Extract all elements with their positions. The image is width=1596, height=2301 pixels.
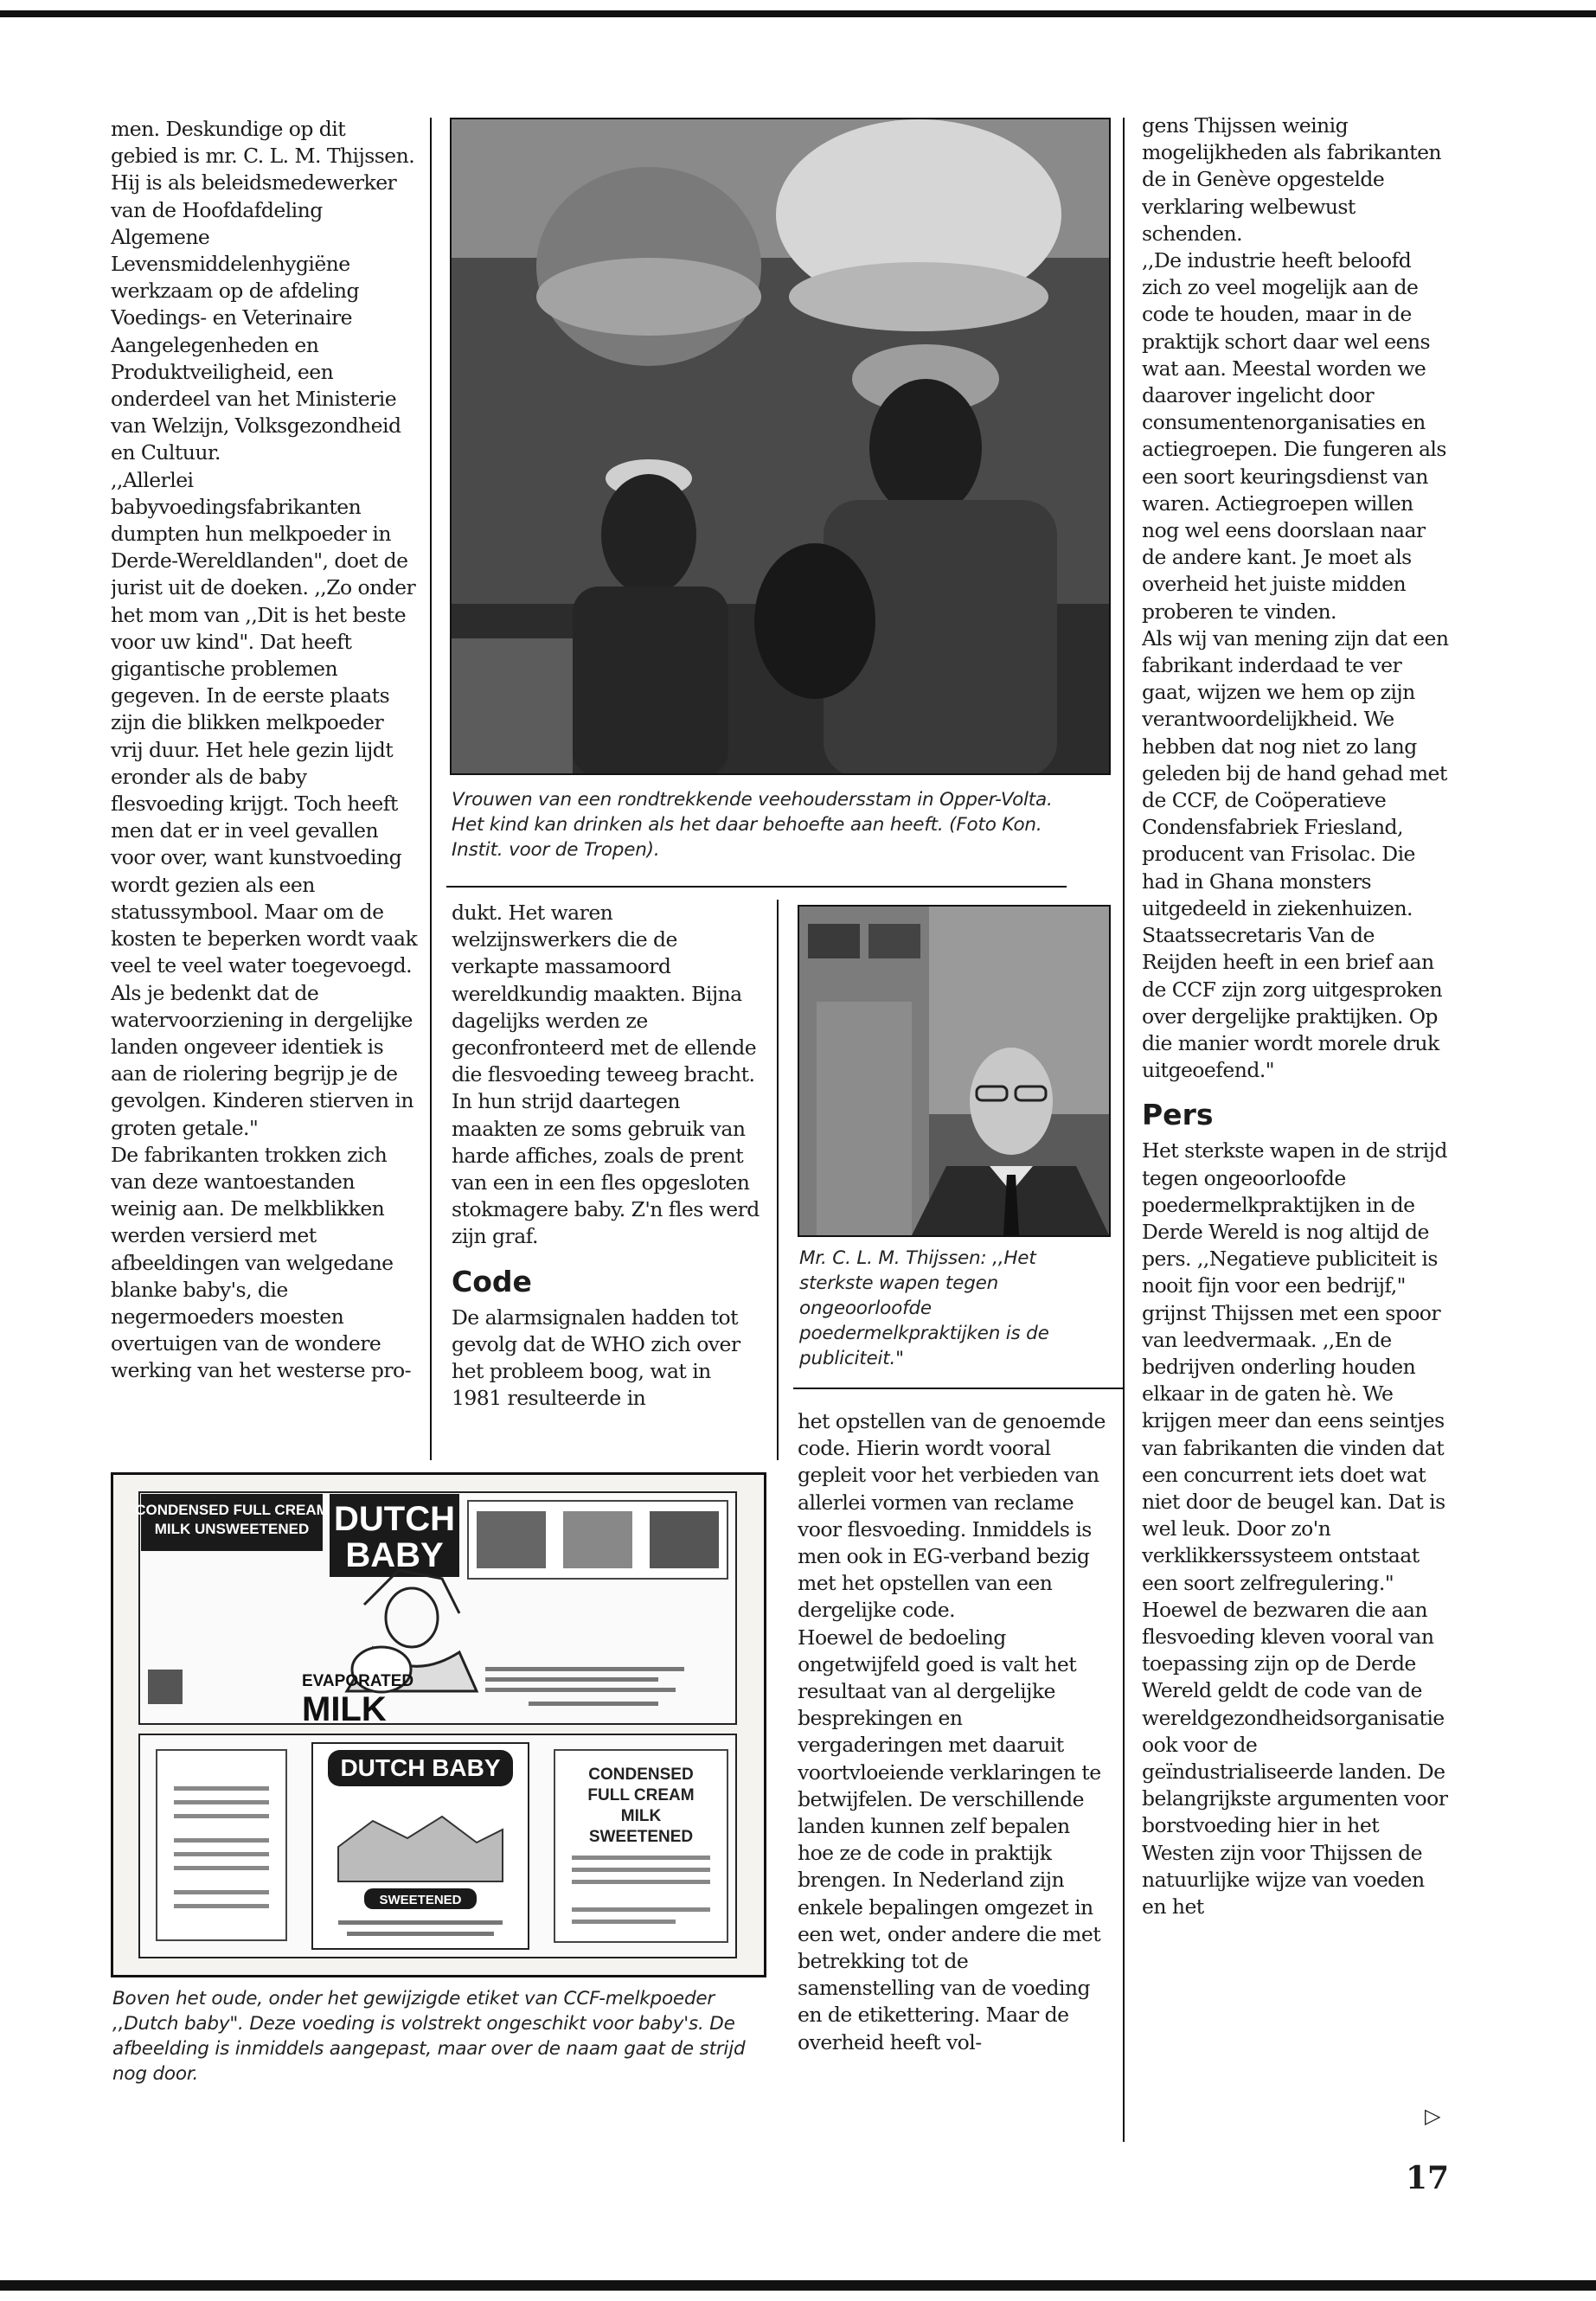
column-4	[1142, 112, 1453, 2128]
paragraph: Hoewel de bedoeling ongetwijfeld goed is valt het resultaat van al dergelijke besprekingen en vergaderingen met daaruit voortvloeiende verklaringen te betwijfelen. De verschillende landen kunnen zelf bepalen hoe ze de code in praktijk brengen. In Nederland zijn enkele bepalingen omgezet in een wet, onder andere die met betrekking tot de samenstelling van de voeding en de etikettering. Maar de overheid heeft vol-	[798, 1625, 1101, 2054]
new-label-full-cream: FULL CREAM	[587, 1786, 695, 1804]
new-label-condensed: CONDENSED	[588, 1766, 694, 1784]
column-2	[452, 900, 765, 1458]
top-rule	[0, 10, 1596, 17]
paragraph: ,,De industrie heeft beloofd zich zo veel mogelijk aan de code te houden, maar in de praktijk schort daar wel eens wat aan. Meestal worden we daarover ingelicht door consumentenorganisaties en actiegroepen. Die fungeren als een soort keuringsdienst van waren. Actiegroepen willen nog wel eens doorslaan naar de andere kant. Je moet als overheid het juiste midden proberen te vinden.	[1142, 248, 1446, 624]
new-label	[139, 1734, 736, 1958]
paragraph: Het sterkste wapen in de strijd tegen ongeoorloofde poedermelkpraktijken in de Derde Wereld is nog altijd de pers. ,,Negatieve publiciteit is nooit fijn voor een bedrijf," grijnst Thijssen met een spoor van leedvermaak. ,,En de bedrijven onderling houden elkaar in de gaten hè. We krijgen meer dan eens seintjes van fabrikanten die vinden dat een concurrent iets doet wat niet door de beugel kan. Dat is wel leuk. Door zo'n verklikkerssysteem ontstaat een soort zelfregulering."	[1142, 1138, 1447, 1595]
paragraph: De alarmsignalen hadden tot gevolg dat de WHO zich over het probleem boog, wat in 1981 resulteerde in	[452, 1304, 740, 1411]
column-3	[798, 1408, 1111, 2140]
new-label-sweetened-right: SWEETENED	[588, 1828, 694, 1846]
caption-divider	[446, 886, 1067, 888]
new-label-brand: DUTCH BABY	[340, 1754, 501, 1781]
paragraph: Als wij van mening zijn dat een fabrikant inderdaad te ver gaat, wijzen we hem op zijn verantwoordelijkheid. We hebben dat nog niet zo lang geleden bij de hand gehad met de CCF, de Coöperatieve Condensfabriek Friesland, producent van Frisolac. Die had in Ghana monsters uitgedeeld in ziekenhuizen. Staatssecretaris Van de Reijden heeft in een brief aan de CCF zijn zorg uitgesproken over dergelijke praktijken. Op die manier wordt morele druk uitgeoefend."	[1142, 625, 1449, 1083]
page-number: 17	[1406, 2160, 1450, 2196]
column-divider	[1123, 118, 1125, 2142]
old-label-badge-line2: MILK UNSWEETENED	[154, 1521, 310, 1537]
photo-thijssen-portrait	[798, 905, 1111, 1237]
old-label-milk: MILK	[302, 1690, 387, 1728]
paragraph: men. Deskundige op dit gebied is mr. C. L. M. Thijssen. Hij is als beleidsmedewerker van de Hoofdafdeling Algemene Levensmiddelenhygiëne werkzaam op de afdeling Voedings- en Veterinaire Aangelegenheden en Produktveiligheid, een onderdeel van het Ministerie van Welzijn, Volksgezondheid en Cultuur.	[111, 117, 415, 465]
dutch-baby-label-comparison	[111, 1472, 766, 1977]
new-label-milk: MILK	[620, 1807, 662, 1825]
caption-divider	[793, 1388, 1124, 1389]
section-heading-code: Code	[452, 1264, 532, 1298]
section-heading-pers: Pers	[1142, 1098, 1214, 1132]
bottom-rule	[0, 2280, 1596, 2291]
photo-women-opper-volta	[450, 118, 1111, 775]
column-divider	[430, 118, 432, 1460]
paragraph: ,,Allerlei babyvoedingsfabrikanten dumpten hun melkpoeder in Derde-Wereldlanden", doet de jurist uit de doeken. ,,Zo onder het mom van ,,Dit is het beste voor uw kind". Dat heeft gigantische problemen gegeven. In de eerste plaats zijn die blikken melkpoeder vrij duur. Het hele gezin lijdt eronder als de baby flesvoeding krijgt. Toch heeft men dat er in veel gevallen voor over, want kunstvoeding wordt gezien als een statussymbool. Maar om de kosten te beperken wordt vaak veel te veel water toegevoegd. Als je bedenkt dat de watervoorziening in dergelijke landen ongeveer identiek is aan de riolering begrijp je de gevolgen. Kinderen stierven in groten getale."	[111, 467, 418, 1140]
old-label	[135, 1492, 736, 1728]
new-label-sweetened: SWEETENED	[379, 1893, 462, 1907]
old-label-badge-line1: CONDENSED FULL CREAM	[135, 1502, 329, 1518]
old-label-brand-line1: DUTCH	[334, 1500, 455, 1538]
continue-arrow-icon: ▷	[1425, 2104, 1441, 2128]
old-label-brand-line2: BABY	[345, 1536, 444, 1574]
paragraph: gens Thijssen weinig mogelijkheden als fabrikanten de in Genève opgestelde verklaring welbewust schenden.	[1142, 113, 1442, 246]
column-divider	[777, 900, 779, 1460]
column-1	[111, 116, 418, 1457]
paragraph: het opstellen van de genoemde code. Hierin wordt vooral gepleit voor het verbieden van allerlei vormen van reclame voor flesvoeding. Inmiddels is men ook in EG-verband bezig met het opstellen van een dergelijke code.	[798, 1409, 1106, 1623]
old-label-evaporated: EVAPORATED	[302, 1672, 414, 1690]
paragraph: De fabrikanten trokken zich van deze wantoestanden weinig aan. De melkblikken werden versierd met afbeeldingen van welgedane blanke baby's, die negermoeders moesten overtuigen van de wondere werking van het westerse pro-	[111, 1142, 412, 1383]
label-caption: Boven het oude, onder het gewijzigde etiket van CCF-melkpoeder ,,Dutch baby". Deze voeding is volstrekt ongeschikt voor baby's. De afbeelding is inmiddels aangepast, maar over de naam gaat de strijd nog door.	[112, 1988, 746, 2085]
paragraph: Hoewel de bezwaren die aan flesvoeding kleven vooral van toepassing zijn op de Derde Wereld geldt de code van de wereldgezondheidsorganisatie ook voor de geïndustrialiseerde landen. De belangrijkste argumenten voor borstvoeding hier in het Westen zijn voor Thijssen de natuurlijke wijze van voeden en het	[1142, 1597, 1448, 1919]
photo-caption: Vrouwen van een rondtrekkende veehoudersstam in Opper-Volta. Het kind kan drinken als het daar behoefte aan heeft. (Foto Kon. Instit. voor de Tropen).	[452, 789, 1053, 861]
paragraph: dukt. Het waren welzijnswerkers die de verkapte massamoord wereldkundig maakten. Bijna dagelijks werden ze geconfronteerd met de ellende die flesvoeding teweeg bracht. In hun strijd daartegen maakten ze soms gebruik van harde affiches, zoals de prent van een in een fles opgesloten stokmagere baby. Z'n fles werd zijn graf.	[452, 901, 760, 1249]
portrait-caption: Mr. C. L. M. Thijssen: ,,Het sterkste wapen tegen ongeoorloofde poedermelkpraktijken is de publiciteit."	[799, 1247, 1049, 1369]
